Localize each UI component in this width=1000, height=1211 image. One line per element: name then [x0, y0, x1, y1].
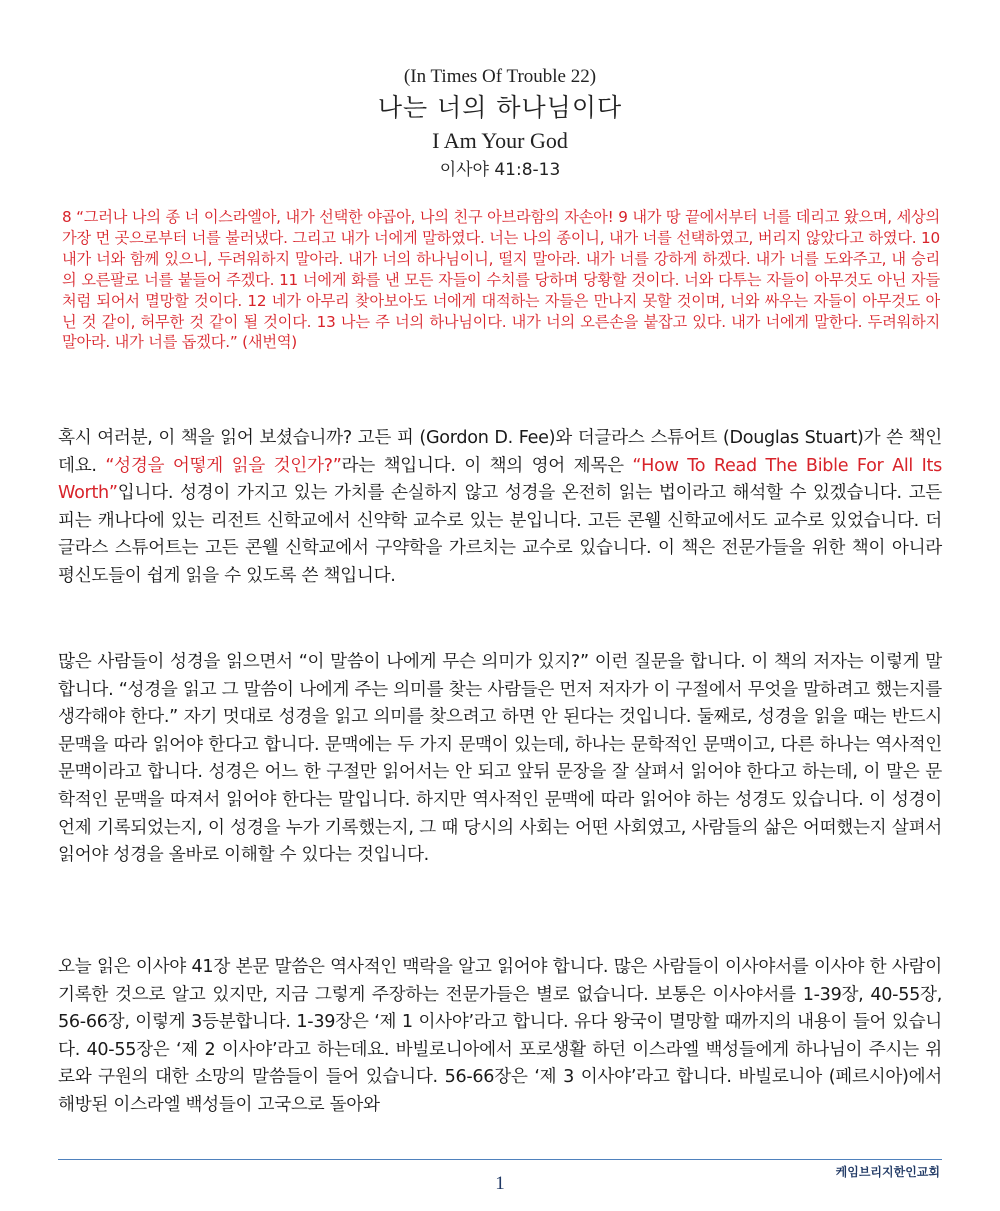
scripture-passage: 8 “그러나 나의 종 너 이스라엘아, 내가 선택한 야곱아, 나의 친구 아브라함의 자손아! 9 내가 땅 끝에서부터 너를 데리고 왔으며, 세상의 가장 먼 곳으로부터 너를 불러냈다. 그리고 내가 너에게 말하였다. 너는 나의 종이니, 내가 너를 선택하였고, 버리지 않았다고 하였다. 10 내가 너와 함께 있으니, 두려워하지 말아라. 내가 너의 하나님이니, 떨지 말아라. 내가 너를 강하게 하겠다. 내가 너를 도와주고, 내 승리의 오른팔로 너를 붙들어 주겠다. 11 너에게 화를 낸 모든 자들이 수치를 당하며 당황할 것이다. 너와 다투는 자들이 아무것도 아닌 자들처럼 되어서 멸망할 것이다. 12 네가 아무리 찾아보아도 너에게 대적하는 자들은 만나지 못할 것이며, 너와 싸우는 자들이 아무것도 아닌 것 같이, 허무한 것 같이 될 것이다. 13 나는 주 너의 하나님이다. 내가 너의 오른손을 붙잡고 있다. 내가 너에게 말한다. 두려워하지 말아라. 내가 너를 돕겠다.” (새번역) — [62, 208, 940, 352]
book-title-english: “How To Read The Bible For All Its Worth” — [58, 455, 943, 504]
footer-divider — [58, 1159, 942, 1160]
body-paragraph-2: 많은 사람들이 성경을 읽으면서 “이 말씀이 나에게 무슨 의미가 있지?” 이런 질문을 합니다. 이 책의 저자는 이렇게 말합니다. “성경을 읽고 그 말씀이 나에게 주는 의미를 찾는 사람들은 먼저 저자가 이 구절에서 무엇을 말하려고 했는지를 생각해야 한다.” 자기 멋대로 성경을 읽고 의미를 찾으려고 하면 안 된다는 것입니다. 둘째로, 성경을 읽을 때는 반드시 문맥을 따라 읽어야 한다고 합니다. 문맥에는 두 가지 문맥이 있는데, 하나는 문학적인 문맥이고, 다른 하나는 역사적인 문맥이라고 합니다. 성경은 어느 한 구절만 읽어서는 안 되고 앞뒤 문장을 잘 살펴서 읽어야 한다고 하는데, 이 말은 문학적인 문맥을 따져서 읽어야 한다는 말입니다. 하지만 역사적인 문맥에 따라 읽어야 하는 성경도 있습니다. 이 성경이 언제 기록되었는지, 이 성경을 누가 기록했는지, 그 때 당시의 사회는 어떤 사회였고, 사람들의 삶은 어떠했는지 살펴서 읽어야 성경을 올바로 이해할 수 있다는 것입니다. — [58, 652, 942, 866]
sermon-title-english: I Am Your God — [432, 128, 568, 153]
page-number: 1 — [495, 1173, 505, 1194]
church-name: 케임브리지한인교회 — [835, 1165, 940, 1179]
book-title-korean: “성경을 어떻게 읽을 것인가?” — [105, 455, 342, 476]
sermon-header — [0, 64, 1000, 184]
scripture-reference: 이사야 41:8-13 — [439, 160, 561, 180]
paragraph-1-text-b: 라는 책입니다. 이 책의 영어 제목은 — [341, 455, 633, 476]
series-title: (In Times Of Trouble 22) — [403, 66, 597, 87]
sermon-title-korean: 나는 너의 하나님이다 — [377, 93, 623, 122]
paragraph-1-text-c: 입니다. 성경이 가지고 있는 가치를 손실하지 않고 성경을 온전히 읽는 법이라고 해석할 수 있겠습니다. 고든 피는 캐나다에 있는 리전트 신학교에서 신약학 교수로 있는 분입니다. 고든 콘웰 신학교에서도 교수로 있었습니다. 더글라스 스튜어트는 고든 콘웰 신학교에서 구약학을 가르치는 교수로 있습니다. 이 책은 전문가들을 위한 책이 아니라 평신도들이 쉽게 읽을 수 있도록 쓴 책입니다. — [58, 483, 942, 586]
paragraph-1-text-a: 혹시 여러분, 이 책을 읽어 보셨습니까? 고든 피 (Gordon D. Fee)와 더글라스 스튜어트 (Douglas Stuart)가 쓴 책인데요. — [58, 428, 942, 476]
body-paragraph-1 — [58, 425, 942, 591]
body-paragraph-3: 오늘 읽은 이사야 41장 본문 말씀은 역사적인 맥락을 알고 읽어야 합니다. 많은 사람들이 이사야서를 이사야 한 사람이 기록한 것으로 알고 있지만, 지금 그렇게 주장하는 전문가들은 별로 없습니다. 보통은 이사야서를 1-39장, 40-55장, 56-66장, 이렇게 3등분합니다. 1-39장은 ‘제 1 이사야’라고 합니다. 유다 왕국이 멸망할 때까지의 내용이 들어 있습니다. 40-55장은 ‘제 2 이사야’라고 하는데요. 바빌로니아에서 포로생활 하던 이스라엘 백성들에게 하나님이 주시는 위로와 구원의 대한 소망의 말씀들이 들어 있습니다. 56-66장은 ‘제 3 이사야’라고 합니다. 바빌로니아 (페르시아)에서 해방된 이스라엘 백성들이 고국으로 돌아와 — [58, 957, 942, 1115]
